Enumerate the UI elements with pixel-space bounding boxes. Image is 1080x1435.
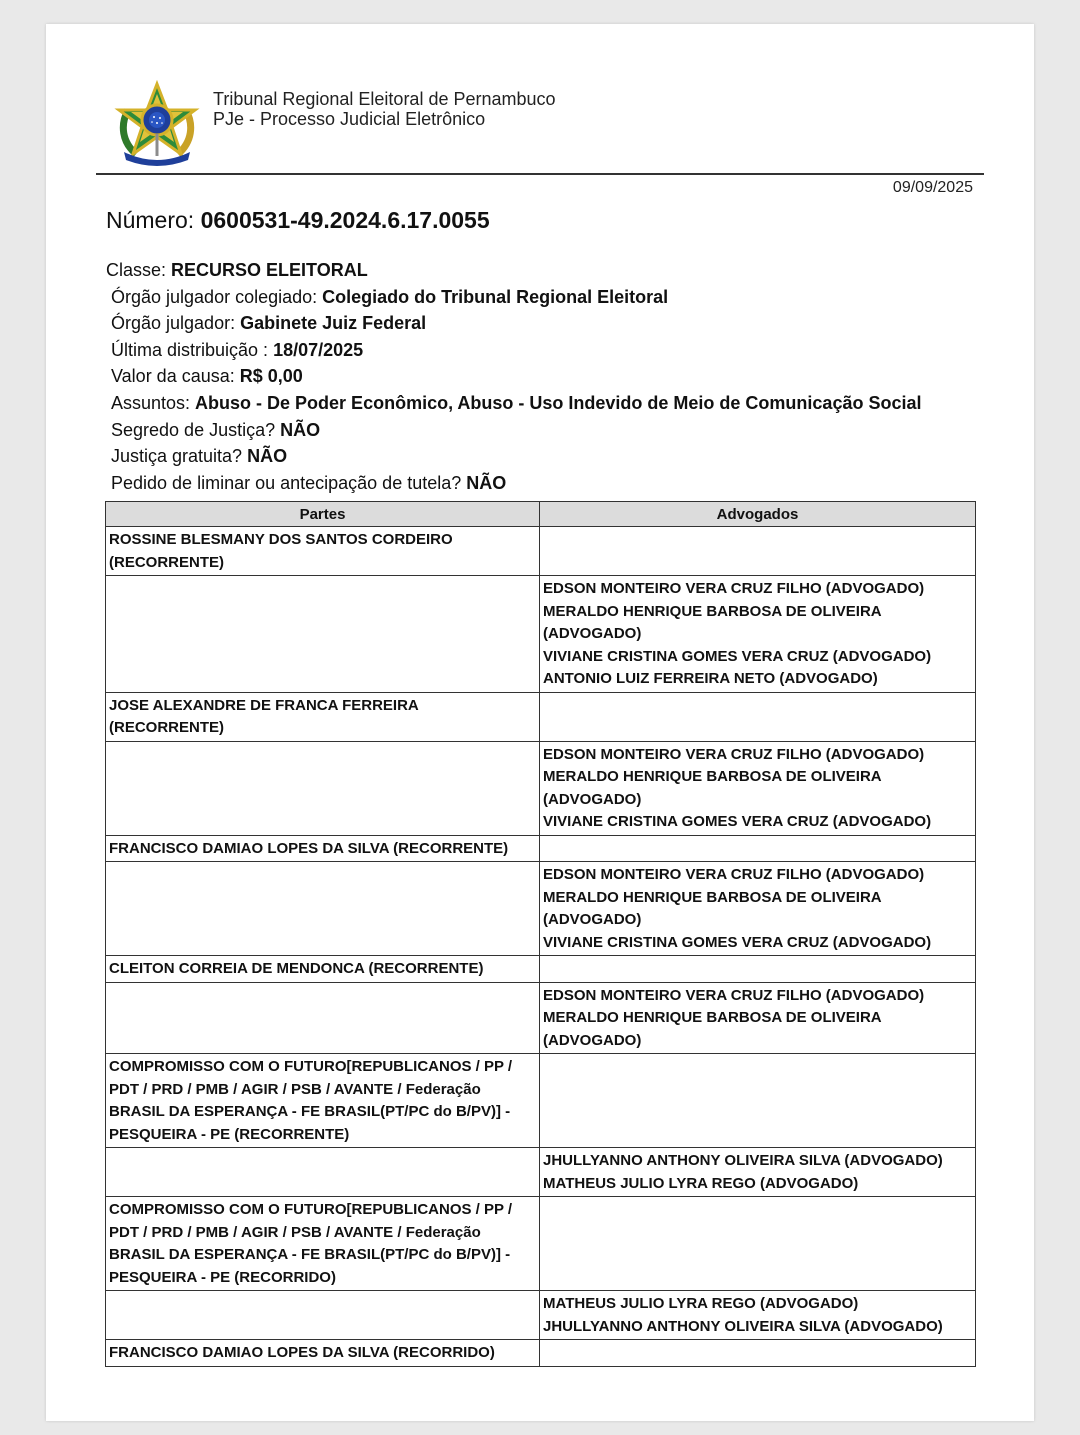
- system-name: PJe - Processo Judicial Eletrônico: [213, 109, 486, 129]
- assuntos-value: Abuso - De Poder Econômico, Abuso - Uso Indevido de Meio de Comunicação Social: [195, 392, 922, 413]
- advogado-line: EDSON MONTEIRO VERA CRUZ FILHO (ADVOGADO): [543, 580, 925, 597]
- table-row: [106, 527, 976, 576]
- classe-value: RECURSO ELEITORAL: [171, 260, 368, 280]
- advogados-cell: [540, 527, 976, 576]
- advogados-cell: [540, 1054, 976, 1148]
- advogado-line: MERALDO HENRIQUE BARBOSA DE OLIVEIRA: [543, 888, 882, 906]
- parte-line: COMPROMISSO COM O FUTURO[REPUBLICANOS / PP /: [109, 1058, 513, 1075]
- advogado-line: MERALDO HENRIQUE BARBOSA DE OLIVEIRA: [543, 768, 882, 785]
- table-row: [106, 1148, 976, 1197]
- parte-line: BRASIL DA ESPERANÇA - FE BRASIL(PT/PC do B/PV)] -: [109, 1103, 511, 1120]
- table-row: [106, 1197, 976, 1291]
- advogado-line: VIVIANE CRISTINA GOMES VERA CRUZ (ADVOGADO): [543, 647, 932, 665]
- advogados-cell: [540, 741, 976, 835]
- advogados-cell: [540, 576, 976, 693]
- parte-cell: [106, 1340, 540, 1367]
- assuntos-row: [106, 390, 986, 417]
- valor-row: [106, 363, 986, 390]
- advogado-line: MATHEUS JULIO LYRA REGO (ADVOGADO): [543, 1295, 859, 1312]
- table-header-row: [106, 502, 976, 527]
- advogados-cell: [540, 1148, 976, 1197]
- advogado-line: (ADVOGADO): [543, 1031, 642, 1049]
- liminar-value: NÃO: [466, 472, 507, 493]
- document-date: 09/09/2025: [892, 179, 973, 196]
- table-row: [106, 956, 976, 983]
- table-row: [106, 1340, 976, 1367]
- valor-label: Valor da causa:: [111, 366, 240, 387]
- parte-line: CLEITON CORREIA DE MENDONCA (RECORRENTE): [109, 960, 484, 977]
- advogados-cell: [540, 1340, 976, 1367]
- process-info: [106, 257, 986, 496]
- orgao-colegiado-row: [106, 284, 986, 311]
- distribuicao-row: [106, 337, 986, 364]
- column-header-advogados: Advogados: [540, 502, 976, 527]
- parte-cell: [106, 956, 540, 983]
- column-header-partes: Partes: [106, 502, 540, 527]
- classe-label: Classe:: [106, 260, 172, 280]
- parte-cell: [106, 527, 540, 576]
- advogado-line: (ADVOGADO): [543, 625, 642, 642]
- advogados-cell: [540, 956, 976, 983]
- table-row: [106, 835, 976, 862]
- parte-line: (RECORRENTE): [109, 553, 224, 571]
- classe-row: [106, 257, 986, 284]
- advogado-line: EDSON MONTEIRO VERA CRUZ FILHO (ADVOGADO): [543, 745, 925, 763]
- liminar-row: [106, 470, 986, 497]
- advogado-line: MERALDO HENRIQUE BARBOSA DE OLIVEIRA: [543, 602, 882, 620]
- org-header: [213, 89, 556, 129]
- parte-cell: [106, 741, 540, 835]
- table-row: [106, 576, 976, 693]
- advogado-line: MERALDO HENRIQUE BARBOSA DE OLIVEIRA: [543, 1009, 882, 1026]
- parties-table: [105, 501, 976, 1367]
- advogados-cell: [540, 862, 976, 956]
- parte-cell: [106, 1197, 540, 1291]
- parte-line: JOSE ALEXANDRE DE FRANCA FERREIRA: [109, 696, 419, 714]
- gratuita-value: NÃO: [247, 446, 288, 467]
- process-number: [106, 207, 490, 234]
- court-name: Tribunal Regional Eleitoral de Pernambuco: [213, 89, 556, 109]
- table-row: [106, 1054, 976, 1148]
- advogados-cell: [540, 1197, 976, 1291]
- advogado-line: EDSON MONTEIRO VERA CRUZ FILHO (ADVOGADO): [543, 986, 925, 1004]
- process-number-label: Número:: [106, 207, 201, 233]
- process-number-value: 0600531-49.2024.6.17.0055: [200, 207, 490, 233]
- parte-cell: [106, 1291, 540, 1340]
- segredo-row: [106, 417, 986, 444]
- table-row: [106, 1291, 976, 1340]
- orgao-label: Órgão julgador:: [111, 313, 241, 334]
- parte-line: ROSSINE BLESMANY DOS SANTOS CORDEIRO: [109, 531, 453, 548]
- parte-cell: [106, 835, 540, 862]
- advogado-line: MATHEUS JULIO LYRA REGO (ADVOGADO): [543, 1174, 859, 1192]
- parte-line: (RECORRENTE): [109, 719, 224, 736]
- table-row: [106, 862, 976, 956]
- parte-line: FRANCISCO DAMIAO LOPES DA SILVA (RECORRENTE): [109, 839, 509, 857]
- parte-cell: [106, 982, 540, 1054]
- advogados-cell: [540, 835, 976, 862]
- orgao-colegiado-label: Órgão julgador colegiado:: [111, 286, 323, 307]
- parte-line: PESQUEIRA - PE (RECORRIDO): [109, 1268, 336, 1286]
- orgao-row: [106, 310, 986, 337]
- parte-line: BRASIL DA ESPERANÇA - FE BRASIL(PT/PC do B/PV)] -: [109, 1246, 511, 1263]
- header-divider: [96, 173, 984, 175]
- gratuita-row: [106, 443, 986, 470]
- parte-cell: [106, 576, 540, 693]
- parties-table-body: [106, 527, 976, 1367]
- parte-line: FRANCISCO DAMIAO LOPES DA SILVA (RECORRIDO): [109, 1344, 495, 1361]
- assuntos-label: Assuntos:: [111, 392, 196, 413]
- parte-line: PDT / PRD / PMB / AGIR / PSB / AVANTE / Federação: [109, 1080, 481, 1098]
- gratuita-label: Justiça gratuita?: [111, 446, 248, 467]
- advogados-cell: [540, 1291, 976, 1340]
- orgao-value: Gabinete Juiz Federal: [240, 313, 427, 334]
- table-row: [106, 692, 976, 741]
- advogado-line: JHULLYANNO ANTHONY OLIVEIRA SILVA (ADVOGADO): [543, 1317, 943, 1335]
- advogado-line: VIVIANE CRISTINA GOMES VERA CRUZ (ADVOGADO): [543, 933, 932, 951]
- parte-cell: [106, 1054, 540, 1148]
- parte-line: COMPROMISSO COM O FUTURO[REPUBLICANOS / PP /: [109, 1201, 513, 1218]
- segredo-value: NÃO: [280, 419, 321, 440]
- brazil-coat-of-arms-icon: [114, 80, 200, 168]
- parte-line: PESQUEIRA - PE (RECORRENTE): [109, 1125, 350, 1143]
- segredo-label: Segredo de Justiça?: [111, 419, 281, 440]
- advogado-line: (ADVOGADO): [543, 911, 642, 928]
- parte-line: PDT / PRD / PMB / AGIR / PSB / AVANTE / Federação: [109, 1223, 481, 1241]
- liminar-label: Pedido de liminar ou antecipação de tutela?: [111, 472, 467, 493]
- parte-cell: [106, 1148, 540, 1197]
- table-row: [106, 982, 976, 1054]
- parte-cell: [106, 692, 540, 741]
- advogado-line: VIVIANE CRISTINA GOMES VERA CRUZ (ADVOGADO): [543, 813, 932, 830]
- distribuicao-value: 18/07/2025: [273, 339, 364, 360]
- parte-cell: [106, 862, 540, 956]
- advogado-line: EDSON MONTEIRO VERA CRUZ FILHO (ADVOGADO): [543, 866, 925, 883]
- advogados-cell: [540, 692, 976, 741]
- orgao-colegiado-value: Colegiado do Tribunal Regional Eleitoral: [322, 286, 669, 307]
- advogados-cell: [540, 982, 976, 1054]
- distribuicao-label: Última distribuição :: [111, 339, 274, 360]
- advogado-line: ANTONIO LUIZ FERREIRA NETO (ADVOGADO): [543, 670, 878, 687]
- advogado-line: (ADVOGADO): [543, 790, 642, 808]
- advogado-line: JHULLYANNO ANTHONY OLIVEIRA SILVA (ADVOGADO): [543, 1152, 943, 1169]
- table-row: [106, 741, 976, 835]
- valor-value: R$ 0,00: [239, 366, 303, 387]
